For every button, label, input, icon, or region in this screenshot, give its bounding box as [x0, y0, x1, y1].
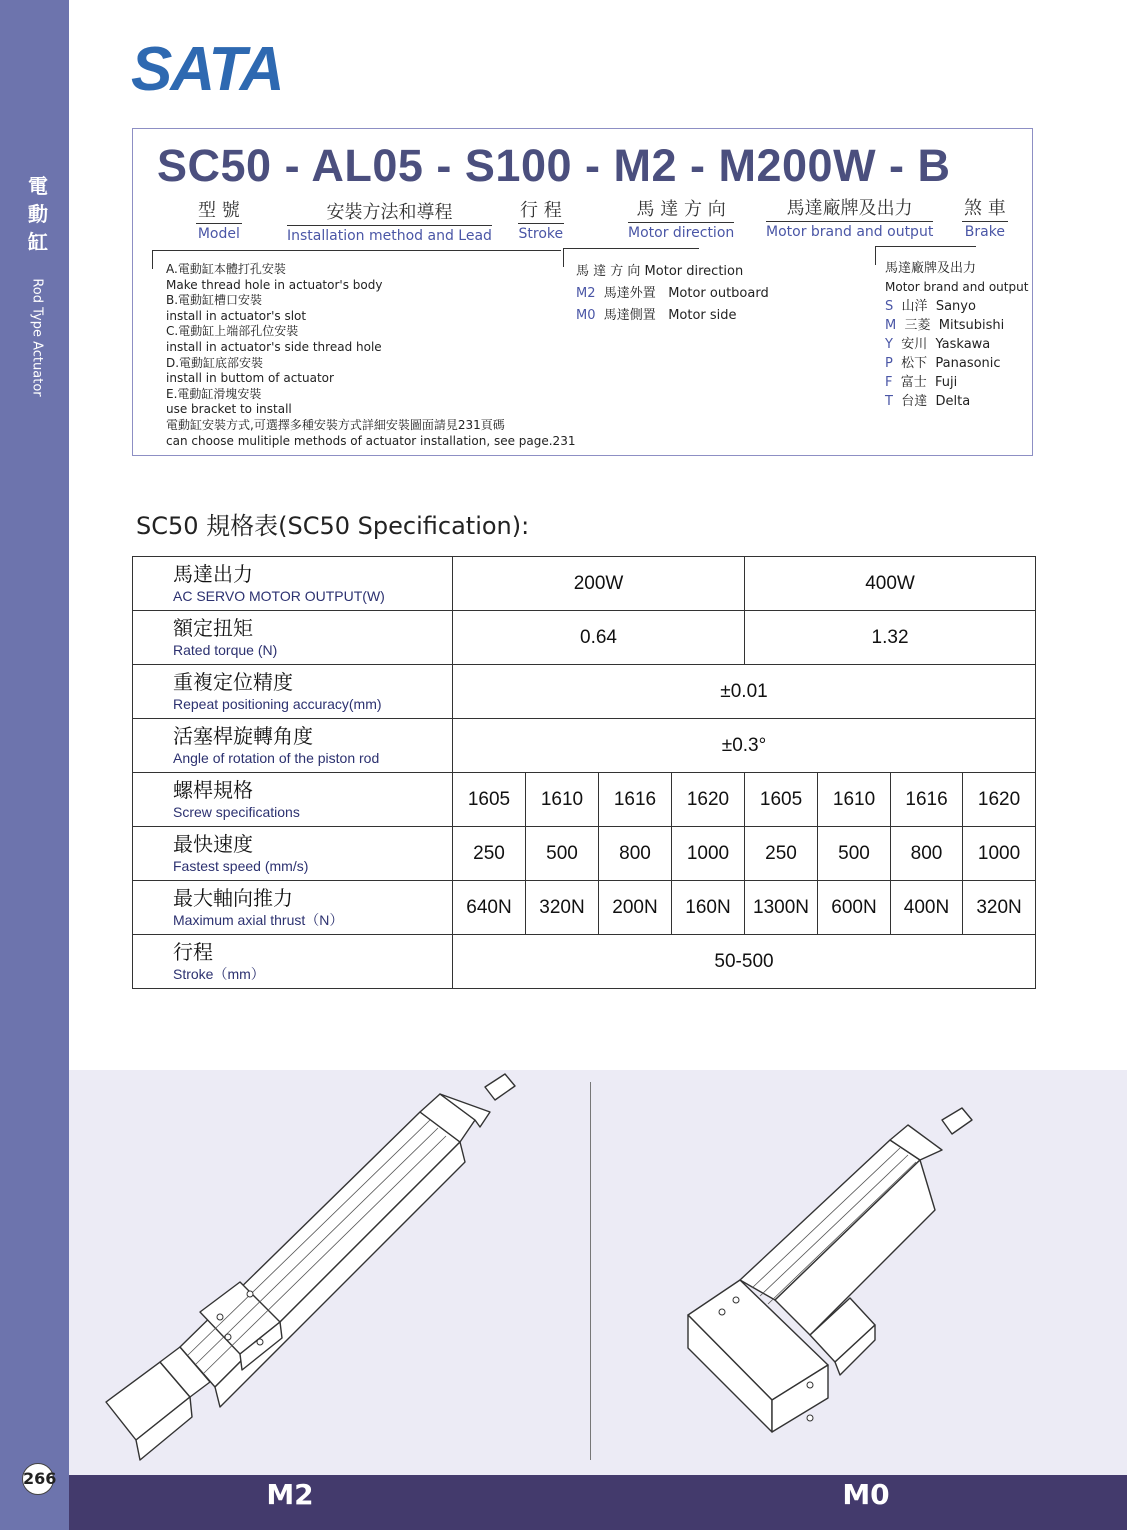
row-label: 螺桿規格 Screw specifications	[133, 773, 453, 827]
spec-table	[132, 556, 1036, 989]
table-row	[133, 557, 1036, 611]
table-cell: 800	[891, 827, 963, 881]
image-divider	[590, 1082, 591, 1460]
install-line: B.電動缸槽口安裝	[166, 293, 263, 308]
label-model	[196, 196, 242, 242]
row-label: 活塞桿旋轉角度 Angle of rotation of the piston rod	[133, 719, 453, 773]
table-row	[133, 719, 1036, 773]
bottom-caption-bar	[69, 1475, 1127, 1530]
label-motor-brand-en: Motor brand and output	[766, 224, 934, 240]
label-stroke-en: Stroke	[518, 226, 564, 242]
install-line: install in buttom of actuator	[166, 371, 334, 386]
table-row	[133, 665, 1036, 719]
table-cell: 1605	[453, 773, 526, 827]
label-motor-direction-en: Motor direction	[628, 225, 735, 241]
install-line: install in actuator's side thread hole	[166, 339, 382, 354]
install-line: E.電動缸滑塊安裝	[166, 386, 262, 401]
brand-header-en: Motor brand and output	[885, 280, 1029, 294]
brand-item: Y 安川 Yaskawa	[885, 337, 991, 352]
direction-item: M2 馬達外置 Motor outboard	[576, 286, 769, 301]
brand-list	[885, 259, 1028, 411]
table-cell: 200W	[453, 557, 745, 611]
table-cell: 1610	[526, 773, 599, 827]
m2-actuator-drawing	[100, 1072, 530, 1472]
install-line: install in actuator's slot	[166, 308, 307, 323]
label-stroke	[518, 196, 564, 242]
label-motor-direction	[628, 195, 734, 241]
table-cell: 1.32	[745, 611, 1036, 665]
logo-text: SATA	[131, 38, 283, 98]
label-model-cn: 型 號	[196, 196, 242, 224]
direction-list	[576, 261, 769, 327]
model-code: SC50 - AL05 - S100 - M2 - M200W - B	[157, 140, 951, 191]
label-installation-en: Installation method and Lead	[287, 228, 492, 244]
direction-header-cn: 馬 達 方 向	[576, 264, 641, 279]
installation-list	[166, 262, 575, 449]
table-cell: 1300N	[745, 881, 818, 935]
page-number: 266	[22, 1463, 54, 1495]
install-line: A.電動缸本體打孔安裝	[166, 262, 286, 276]
table-cell: 1620	[672, 773, 745, 827]
row-label: 最快速度 Fastest speed (mm/s)	[133, 827, 453, 881]
row-label: 額定扭矩 Rated torque (N)	[133, 611, 453, 665]
label-installation	[287, 198, 492, 244]
row-label: 重複定位精度 Repeat positioning accuracy(mm)	[133, 665, 453, 719]
row-label: 行程 Stroke（mm）	[133, 935, 453, 989]
sidebar-english-title: Rod Type Actuator	[29, 278, 45, 397]
brand-item: T 台達 Delta	[885, 394, 971, 409]
install-line: use bracket to install	[166, 402, 292, 417]
table-cell: 320N	[526, 881, 599, 935]
table-cell: 600N	[818, 881, 891, 935]
table-cell: ±0.3°	[453, 719, 1036, 773]
label-installation-cn: 安裝方法和導程	[287, 198, 492, 226]
label-brake-cn: 煞 車	[962, 194, 1008, 222]
install-line: C.電動缸上端部孔位安裝	[166, 324, 299, 339]
table-cell: 640N	[453, 881, 526, 935]
table-row	[133, 611, 1036, 665]
install-line: D.電動缸底部安裝	[166, 355, 264, 370]
brand-item: M 三菱 Mitsubishi	[885, 318, 1005, 333]
direction-item: M0 馬達側置 Motor side	[576, 308, 737, 323]
label-motor-brand-cn: 馬達廠牌及出力	[766, 194, 933, 222]
label-stroke-cn: 行 程	[518, 196, 564, 224]
table-cell: 1610	[818, 773, 891, 827]
spec-title: SC50 規格表(SC50 Specification):	[136, 512, 530, 540]
sata-logo	[131, 38, 301, 98]
brand-header-cn: 馬達廠牌及出力	[885, 261, 977, 276]
table-cell: 250	[453, 827, 526, 881]
table-row	[133, 881, 1036, 935]
table-cell: 1000	[963, 827, 1036, 881]
table-cell: 200N	[599, 881, 672, 935]
install-line: Make thread hole in actuator's body	[166, 277, 383, 292]
caption-m0: M0	[842, 1478, 890, 1511]
row-label: 馬達出力 AC SERVO MOTOR OUTPUT(W)	[133, 557, 453, 611]
brand-item: P 松下 Panasonic	[885, 356, 1001, 371]
install-line: can choose mulitiple methods of actuator installation, see page.231	[166, 433, 576, 448]
label-motor-direction-cn: 馬 達 方 向	[628, 195, 734, 223]
table-cell: 500	[818, 827, 891, 881]
table-cell: ±0.01	[453, 665, 1036, 719]
table-cell: 1616	[599, 773, 672, 827]
sidebar-chinese-title: 電動缸	[28, 174, 48, 254]
table-cell: 1605	[745, 773, 818, 827]
table-cell: 160N	[672, 881, 745, 935]
table-cell: 400N	[891, 881, 963, 935]
table-row	[133, 935, 1036, 989]
table-row	[133, 827, 1036, 881]
label-brake	[962, 194, 1008, 240]
install-line: 電動缸安裝方式,可選擇多種安裝方式詳細安裝圖面請見231頁碼	[166, 417, 505, 432]
table-cell: 50-500	[453, 935, 1036, 989]
label-model-en: Model	[197, 226, 240, 242]
caption-m2: M2	[266, 1478, 314, 1511]
table-cell: 1000	[672, 827, 745, 881]
table-cell: 1620	[963, 773, 1036, 827]
row-label: 最大軸向推力 Maximum axial thrust（N）	[133, 881, 453, 935]
table-cell: 250	[745, 827, 818, 881]
brand-item: S 山洋 Sanyo	[885, 299, 976, 314]
table-cell: 320N	[963, 881, 1036, 935]
brand-item: F 富士 Fuji	[885, 375, 958, 390]
table-cell: 800	[599, 827, 672, 881]
table-cell: 400W	[745, 557, 1036, 611]
table-cell: 500	[526, 827, 599, 881]
table-cell: 0.64	[453, 611, 745, 665]
m0-actuator-drawing	[680, 1100, 1000, 1440]
label-brake-en: Brake	[964, 224, 1005, 240]
direction-header-en: Motor direction	[644, 264, 744, 279]
table-cell: 1616	[891, 773, 963, 827]
table-row	[133, 773, 1036, 827]
label-motor-brand	[766, 194, 933, 240]
